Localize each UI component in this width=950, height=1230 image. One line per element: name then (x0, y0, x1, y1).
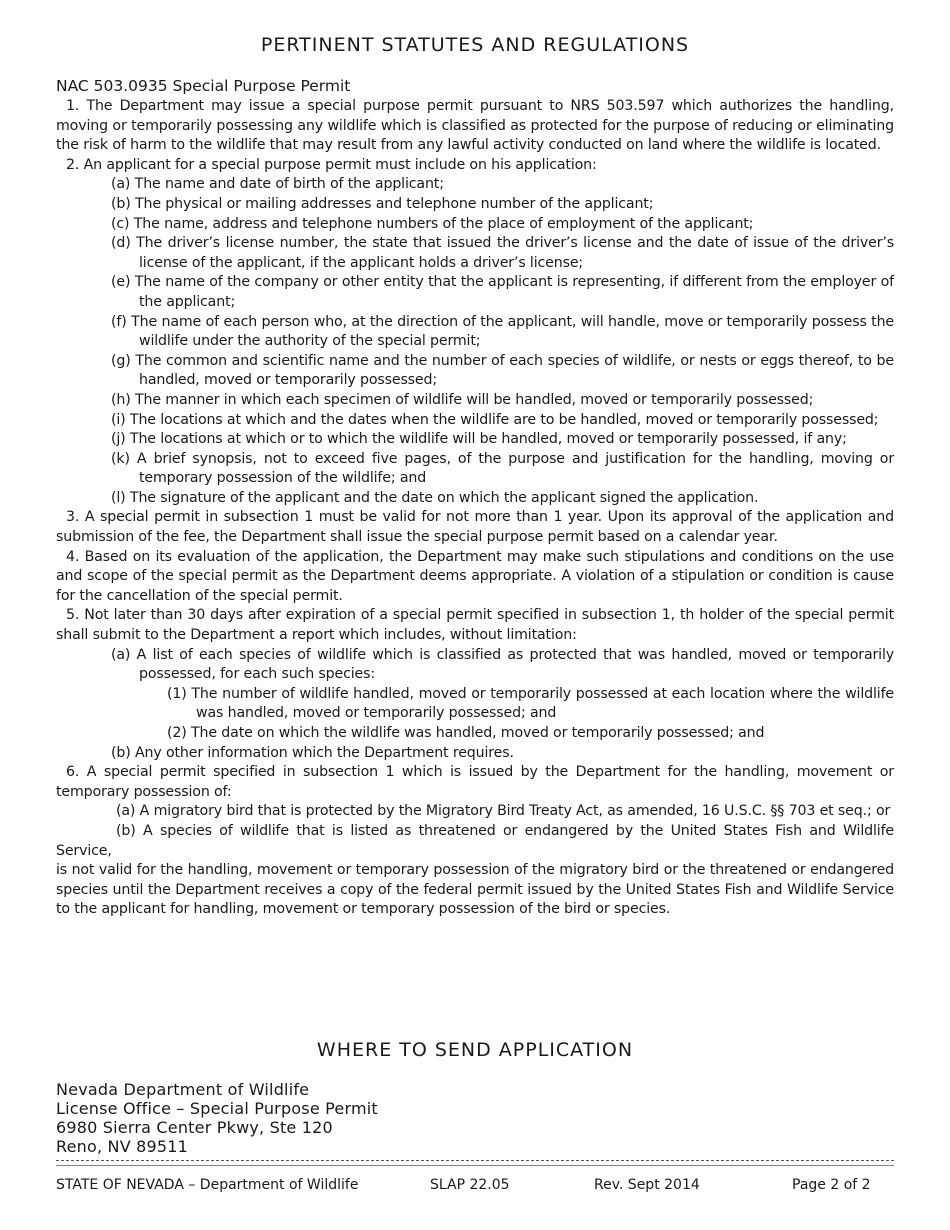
paragraph-2l: (l) The signature of the applicant and the date on which the applicant signed the application. (111, 489, 759, 506)
send-application-title: WHERE TO SEND APPLICATION (316, 1039, 634, 1061)
paragraph-2j: (j) The locations at which or to which the wildlife will be handled, moved or temporarily possessed, if any; (111, 431, 847, 448)
paragraph-2b: (b) The physical or mailing addresses and telephone number of the applicant; (111, 195, 654, 212)
paragraph-4: 4. Based on its evaluation of the application, the Department may make such stipulations and conditions on the use and scope of the special permit as the Department deems appropriate. A violation of a stipulation or condition is cause for the cancellation of the special permit. (56, 548, 894, 604)
paragraph-6b: (b) A species of wildlife that is listed as threatened or endangered by the United States Fish and Wildlife Service, (56, 822, 894, 859)
paragraph-5: 5. Not later than 30 days after expiration of a special permit specified in subsection 1, th holder of the special permit shall submit to the Department a report which includes, without limitation: (56, 607, 894, 644)
address-line-2: License Office – Special Purpose Permit (56, 1099, 378, 1118)
paragraph-2: 2. An applicant for a special purpose permit must include on his application: (66, 156, 597, 173)
footer-divider-underline (56, 1165, 894, 1166)
address-line-3: 6980 Sierra Center Pkwy, Ste 120 (56, 1118, 333, 1137)
paragraph-6c: is not valid for the handling, movement or temporary possession of the migratory bird or the threatened or endangered species until the Department receives a copy of the federal permit issued by the United States Fish and Wildlife Service to the applicant for handling, movement or temporary possession of the bird or species. (56, 862, 894, 918)
paragraph-5b: (b) Any other information which the Department requires. (111, 744, 514, 761)
footer-form-number: SLAP 22.05 (430, 1177, 510, 1193)
footer-agency: STATE OF NEVADA – Department of Wildlife (56, 1177, 359, 1193)
statutes-title: PERTINENT STATUTES AND REGULATIONS (260, 34, 690, 56)
regulation-body (56, 97, 894, 920)
paragraph-2h: (h) The manner in which each specimen of wildlife will be handled, moved or temporarily possessed; (111, 391, 814, 408)
regulation-heading: NAC 503.0935 Special Purpose Permit (56, 77, 351, 95)
paragraph-2g: (g) The common and scientific name and the number of each species of wildlife, or nests or eggs thereof, to be handled, moved or temporarily possessed; (111, 352, 894, 389)
paragraph-2i: (i) The locations at which and the dates when the wildlife are to be handled, moved or temporarily possessed; (111, 411, 879, 428)
paragraph-6: 6. A special permit specified in subsection 1 which is issued by the Department for the handling, movement or temporary possession of: (56, 764, 894, 800)
paragraph-5a: (a) A list of each species of wildlife which is classified as protected that was handled, moved or temporarily possessed, for each such species: (111, 646, 894, 683)
paragraph-2c: (c) The name, address and telephone numbers of the place of employment of the applicant; (111, 215, 754, 232)
paragraph-2d: (d) The driver’s license number, the state that issued the driver’s license and the date of issue of the driver’s license of the applicant, if the applicant holds a driver’s license; (111, 235, 894, 271)
address-line-1: Nevada Department of Wildlife (56, 1080, 310, 1099)
paragraph-1: 1. The Department may issue a special purpose permit pursuant to NRS 503.597 which authorizes the handling, moving or temporarily possessing any wildlife which is classified as protected for the purpose of reducing or eliminating the risk of harm to the wildlife that may result from any lawful activity conducted on land where the wildlife is located. (56, 98, 894, 154)
paragraph-5a1: (1) The number of wildlife handled, moved or temporarily possessed at each location where the wildlife was handled, moved or temporarily possessed; and (167, 685, 894, 722)
paragraph-2f: (f) The name of each person who, at the direction of the applicant, will handle, move or temporarily possess the wildlife under the authority of the special permit; (111, 313, 894, 350)
paragraph-5a2: (2) The date on which the wildlife was handled, moved or temporarily possessed; and (167, 725, 765, 741)
paragraph-6a: (a) A migratory bird that is protected by the Migratory Bird Treaty Act, as amended, 16 U.S.C. §§ 703 et seq.; or (116, 803, 891, 820)
footer-revision: Rev. Sept 2014 (594, 1177, 700, 1193)
paragraph-2e: (e) The name of the company or other entity that the applicant is representing, if different from the employer of the applicant; (111, 274, 894, 310)
footer-divider (56, 1160, 894, 1161)
footer-page-number: Page 2 of 2 (792, 1177, 871, 1193)
paragraph-2k: (k) A brief synopsis, not to exceed five pages, of the purpose and justification for the handling, moving or temporary possession of the wildlife; and (111, 450, 894, 487)
paragraph-2a: (a) The name and date of birth of the applicant; (111, 176, 444, 193)
mailing-address (56, 1080, 378, 1156)
paragraph-3: 3. A special permit in subsection 1 must be valid for not more than 1 year. Upon its approval of the application and submission of the fee, the Department shall issue the special purpose permit based on a calendar year. (56, 509, 894, 546)
address-line-4: Reno, NV 89511 (56, 1137, 189, 1156)
